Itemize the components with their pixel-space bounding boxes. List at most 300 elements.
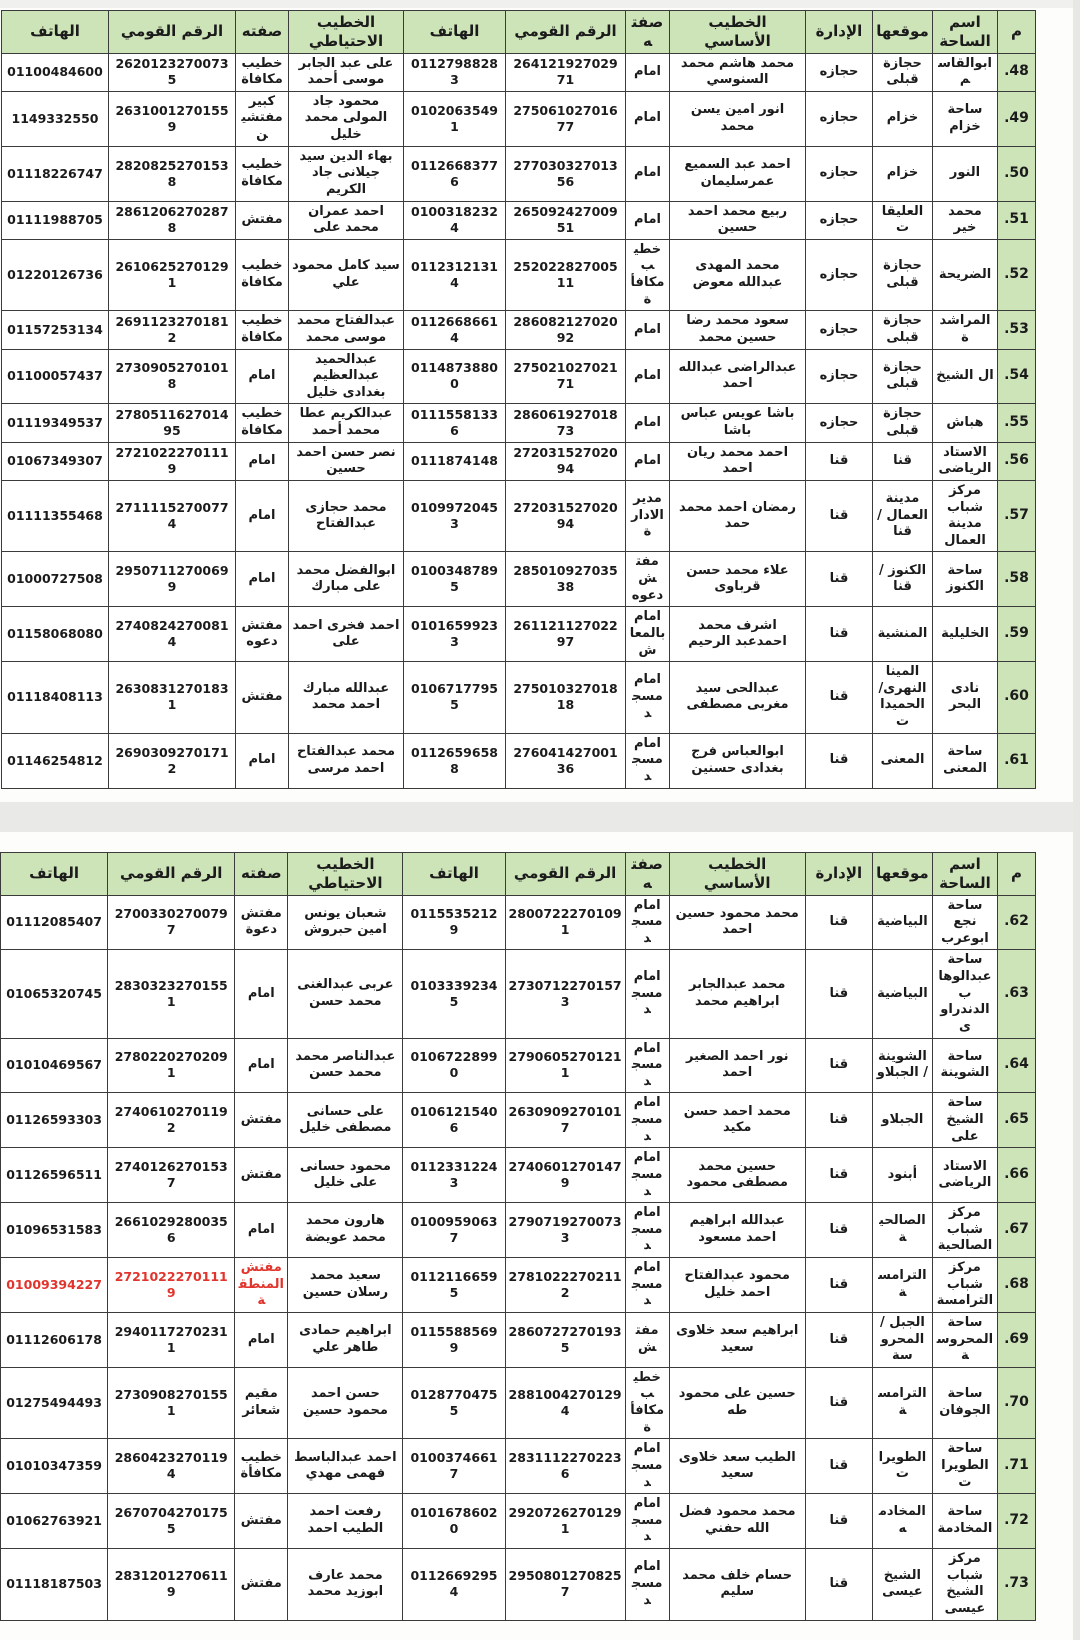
cell-num: 55. — [998, 404, 1036, 442]
cell-phone1: 01003487895 — [404, 552, 506, 607]
cell-khatib1: عبدالحى سيد مغربى مصطفى — [670, 662, 806, 734]
cell-khatib1: سعود محمد رضا حسين محمد — [670, 311, 806, 349]
cell-num: 70. — [997, 1367, 1035, 1439]
cell-nid1: 28311122702236 — [505, 1439, 625, 1494]
cell-location: الترامسة — [872, 1367, 932, 1439]
cell-nid2: 28208252701538 — [109, 146, 236, 201]
cell-nid2: 29507112700699 — [109, 552, 236, 607]
cell-phone2: 01118187503 — [1, 1549, 108, 1621]
column-header-khatib1: الخطيب الأساسي — [670, 11, 806, 54]
cell-admin: قنا — [806, 662, 873, 734]
cell-phone2: 01275494493 — [1, 1367, 108, 1439]
table-body — [2, 53, 1036, 788]
cell-khatib2: سيد كامل محمود علي — [289, 239, 404, 311]
cell-role1: امام — [626, 146, 670, 201]
cell-num: 56. — [998, 442, 1036, 480]
cell-location: الجبل / المحروسة — [872, 1312, 932, 1367]
cell-phone2: 01100484600 — [2, 53, 109, 91]
cell-nid1: 27703032701356 — [506, 146, 626, 201]
cell-name: الضريحة — [933, 239, 998, 311]
cell-admin: قنا — [806, 442, 873, 480]
cell-nid1: 26112112702297 — [506, 607, 626, 662]
cell-nid2: 26106252701291 — [109, 239, 236, 311]
cell-khatib2: شعبان يونس امين حبروش — [288, 895, 403, 950]
cell-khatib1: ابراهيم سعد خلاوى سعيد — [669, 1312, 805, 1367]
cell-nid2: 26610292800356 — [108, 1203, 235, 1258]
table-body — [1, 895, 1036, 1620]
cell-role2: خطيب مكافاة — [236, 311, 289, 349]
cell-phone1: 01067228990 — [403, 1038, 505, 1093]
cell-khatib2: هارون محمد محمد عويضة — [288, 1203, 403, 1258]
cell-khatib1: نور احمد الصغير احمد — [669, 1038, 805, 1093]
cell-phone2: 01067349307 — [2, 442, 109, 480]
cell-phone1: 0111874148 — [404, 442, 506, 480]
cell-khatib1: اشرف محمد احمدعبد الرحيم — [670, 607, 806, 662]
cell-location: حجازة قبلى — [873, 239, 933, 311]
cell-khatib2: احمد عبدالباسط فهمى مهدي — [288, 1439, 403, 1494]
cell-phone1: 01126692954 — [403, 1549, 505, 1621]
cell-nid2: 27401262701537 — [108, 1148, 235, 1203]
cell-role1: مفتش دعوه — [626, 552, 670, 607]
column-header-nid2: الرقم القومي — [108, 853, 235, 896]
cell-khatib2: ابوالفضل محمد على مبارك — [289, 552, 404, 607]
cell-phone1: 01003182324 — [404, 201, 506, 239]
cell-nid1: 29508012708257 — [505, 1549, 625, 1621]
cell-khatib1: محمد عبدالجابر ابراهيم محمد — [669, 950, 805, 1038]
table-row — [1, 1203, 1036, 1258]
cell-khatib2: محمد عبدالفتاح احمد مرسى — [289, 733, 404, 788]
cell-phone1: 01126686614 — [404, 311, 506, 349]
cell-num: 59. — [998, 607, 1036, 662]
table-row — [2, 349, 1036, 404]
cell-phone1: 01009590637 — [403, 1203, 505, 1258]
cell-admin: قنا — [805, 1093, 872, 1148]
cell-location: مدينة العمال /قنا — [873, 480, 933, 552]
cell-khatib1: محمد هاشم محمد السنوسي — [670, 53, 806, 91]
cell-location: المنشية — [873, 607, 933, 662]
cell-role2: مفتش دعوة — [235, 895, 288, 950]
cell-khatib1: ربيع محمد احمد حسين — [670, 201, 806, 239]
cell-admin: قنا — [805, 1367, 872, 1439]
cell-khatib2: سعيد محمد رسلان حسين — [288, 1258, 403, 1313]
cell-num: 68. — [997, 1258, 1035, 1313]
cell-admin: قنا — [806, 480, 873, 552]
cell-nid2: 27406102701192 — [108, 1093, 235, 1148]
cell-khatib1: محمد محمود حسين احمد — [669, 895, 805, 950]
cell-phone1: 01067177955 — [404, 662, 506, 734]
cell-role1: امام مسجد — [625, 1258, 669, 1313]
cell-phone1: 01099720453 — [404, 480, 506, 552]
cell-phone2: 01158068080 — [2, 607, 109, 662]
cell-nid2: 278051162701495 — [109, 404, 236, 442]
cell-location: الكنوز /قنا — [873, 552, 933, 607]
cell-phone1: 01126596588 — [404, 733, 506, 788]
cell-nid2: 28303232701551 — [108, 950, 235, 1038]
table-row — [2, 404, 1036, 442]
cell-admin: قنا — [805, 895, 872, 950]
column-header-role2: صفته — [236, 11, 289, 54]
cell-role2: مفتش دعوه — [236, 607, 289, 662]
cell-nid1: 27502102702171 — [506, 349, 626, 404]
cell-role2: امام — [236, 733, 289, 788]
table-row — [1, 1093, 1036, 1148]
cell-name: ساحة الشيخ على — [932, 1093, 997, 1148]
cell-num: 54. — [998, 349, 1036, 404]
cell-role1: امام — [626, 311, 670, 349]
cell-location: البياضية — [872, 950, 932, 1038]
cell-phone1: 01148738800 — [404, 349, 506, 404]
cell-admin: حجازه — [806, 404, 873, 442]
cell-role1: خطيب مكافأة — [626, 239, 670, 311]
cell-role1: امام — [626, 404, 670, 442]
cell-khatib1: محمود عبدالفتاح احمد خليل — [669, 1258, 805, 1313]
column-header-name: اسم الساحة — [933, 11, 998, 54]
cell-location: الطويرات — [872, 1439, 932, 1494]
cell-phone2: 01119349537 — [2, 404, 109, 442]
cell-khatib2: احمد عمران محمد على — [289, 201, 404, 239]
cell-admin: حجازه — [806, 201, 873, 239]
cell-role1: امام مسجد — [625, 1439, 669, 1494]
cell-role2: مفتش المنطقة — [235, 1258, 288, 1313]
cell-phone1: 01020635491 — [404, 91, 506, 146]
cell-nid1: 28606192701873 — [506, 404, 626, 442]
column-header-nid1: الرقم القومي — [505, 853, 625, 896]
cell-num: 64. — [997, 1038, 1035, 1093]
cell-num: 69. — [997, 1312, 1035, 1367]
cell-num: 62. — [997, 895, 1035, 950]
cell-location: الشيخ عيسى — [872, 1549, 932, 1621]
cell-khatib1: رمضان احمد محمد حمد — [670, 480, 806, 552]
column-header-role2: صفته — [235, 853, 288, 896]
cell-location: المخادمه — [872, 1494, 932, 1549]
cell-nid2: 27408242700814 — [109, 607, 236, 662]
cell-name: ساحة الكنوز — [933, 552, 998, 607]
cell-role2: خطيب مكافأة — [235, 1439, 288, 1494]
cell-admin: قنا — [805, 1494, 872, 1549]
column-header-role1: صفته — [626, 11, 670, 54]
cell-khatib2: بهاء الدين سيد جيلانى جاد الكريم — [289, 146, 404, 201]
cell-location: المينا النهرى/ الحميدات — [873, 662, 933, 734]
cell-nid2: 27210222701119 — [109, 442, 236, 480]
cell-role1: امام مسجد — [625, 1203, 669, 1258]
cell-phone2: 1149332550 — [2, 91, 109, 146]
cell-phone2: 01000727508 — [2, 552, 109, 607]
cell-phone2: 01010469567 — [1, 1038, 108, 1093]
cell-num: 66. — [997, 1148, 1035, 1203]
cell-role2: خطيب مكافاة — [236, 239, 289, 311]
cell-location: حجازة قبلى — [873, 349, 933, 404]
table-row — [2, 311, 1036, 349]
cell-phone1: 01127988283 — [404, 53, 506, 91]
cell-admin: قنا — [805, 1038, 872, 1093]
cell-khatib2: محمد حجازى عبدالفتاح — [289, 480, 404, 552]
cell-khatib2: على حسانى مصطفى خليل — [288, 1093, 403, 1148]
cell-phone1: 01115581336 — [404, 404, 506, 442]
cell-nid2: 27309082701551 — [108, 1367, 235, 1439]
cell-num: 72. — [997, 1494, 1035, 1549]
cell-num: 65. — [997, 1093, 1035, 1148]
cell-nid1: 27604142700136 — [506, 733, 626, 788]
cell-khatib2: ابراهيم حمادى طاهر علي — [288, 1312, 403, 1367]
column-header-admin: الإدارة — [806, 11, 873, 54]
cell-nid2: 27003302700797 — [108, 895, 235, 950]
table-row — [2, 607, 1036, 662]
header-row — [1, 853, 1036, 896]
cell-phone1: 01016786020 — [403, 1494, 505, 1549]
cell-phone2: 01146254812 — [2, 733, 109, 788]
cell-role2: امام — [236, 442, 289, 480]
cell-num: 73. — [997, 1549, 1035, 1621]
cell-phone1: 01061215406 — [403, 1093, 505, 1148]
cell-nid2: 26903092701712 — [109, 733, 236, 788]
table-row — [2, 146, 1036, 201]
cell-phone2: 01010347359 — [1, 1439, 108, 1494]
cell-phone2: 01112085407 — [1, 895, 108, 950]
cell-nid2: 26308312701831 — [109, 662, 236, 734]
cell-nid1: 27203152702094 — [506, 442, 626, 480]
table-row — [1, 950, 1036, 1038]
table-row — [1, 1148, 1036, 1203]
cell-nid2: 26911232701812 — [109, 311, 236, 349]
cell-num: 60. — [998, 662, 1036, 734]
cell-name: ساحة المحروسة — [932, 1312, 997, 1367]
cell-role1: امام — [626, 53, 670, 91]
table-row — [1, 895, 1036, 950]
cell-phone1: 01155885699 — [403, 1312, 505, 1367]
cell-khatib2: محمد عارف ابوزيد محمد — [288, 1549, 403, 1621]
cell-phone1: 01287704755 — [403, 1367, 505, 1439]
cell-location: قنا — [873, 442, 933, 480]
cell-nid2: 26201232700735 — [109, 53, 236, 91]
column-header-location: موقعها — [872, 853, 932, 896]
cell-name: الخليلية — [933, 607, 998, 662]
cell-num: 58. — [998, 552, 1036, 607]
cell-name: الاستاد الرياضى — [933, 442, 998, 480]
cell-phone2: 01112606178 — [1, 1312, 108, 1367]
cell-nid1: 27907192700733 — [505, 1203, 625, 1258]
cell-admin: قنا — [805, 1203, 872, 1258]
cell-location: حجازة قبلى — [873, 53, 933, 91]
cell-nid1: 27203152702094 — [506, 480, 626, 552]
cell-phone2: 01111988705 — [2, 201, 109, 239]
cell-nid1: 28501092703538 — [506, 552, 626, 607]
cell-phone2: 01220126736 — [2, 239, 109, 311]
cell-khatib1: محمد محمود فضل الله حفني — [669, 1494, 805, 1549]
page-top-edge — [0, 0, 1080, 8]
cell-khatib2: حسن احمد محمود حسين — [288, 1367, 403, 1439]
cell-phone2: 01009394227 — [1, 1258, 108, 1313]
cell-admin: قنا — [805, 1549, 872, 1621]
table-row — [1, 1494, 1036, 1549]
column-header-num: م — [997, 853, 1035, 896]
cell-khatib1: حسين محمد مصطفى محمود — [669, 1148, 805, 1203]
cell-location: الشوينة / الجبلاو — [872, 1038, 932, 1093]
cell-role1: امام مسجد — [626, 733, 670, 788]
cell-khatib1: عبدالله ابراهيم احمد مسعود — [669, 1203, 805, 1258]
cell-nid1: 26412192702971 — [506, 53, 626, 91]
cell-nid2: 27309052701018 — [109, 349, 236, 404]
cell-nid2: 28604232701194 — [108, 1439, 235, 1494]
cell-role2: امام — [236, 349, 289, 404]
column-header-nid1: الرقم القومي — [506, 11, 626, 54]
cell-khatib2: محمود حسانى على خليل — [288, 1148, 403, 1203]
cell-admin: حجازه — [806, 146, 873, 201]
cell-admin: قنا — [805, 1439, 872, 1494]
page-break-gap — [0, 802, 1080, 832]
cell-role1: امام مسجد — [626, 662, 670, 734]
cell-nid2: 28312012706119 — [108, 1549, 235, 1621]
cell-admin: حجازه — [806, 91, 873, 146]
cell-phone2: 01062763921 — [1, 1494, 108, 1549]
cell-name: مركز شباب الصالحية — [932, 1203, 997, 1258]
column-header-khatib2: الخطيب الاحتياطي — [289, 11, 404, 54]
cell-nid1: 28608212702092 — [506, 311, 626, 349]
cell-role2: مفتش — [235, 1549, 288, 1621]
cell-name: مركز شباب مدينة العمال — [933, 480, 998, 552]
cell-name: ساحة الجوفان — [932, 1367, 997, 1439]
cell-role2: امام — [235, 1312, 288, 1367]
cell-name: محمد خير — [933, 201, 998, 239]
cell-khatib1: محمد احمد حسن مكيد — [669, 1093, 805, 1148]
cell-role2: كبير مفتشين — [236, 91, 289, 146]
cell-phone2: 01126593303 — [1, 1093, 108, 1148]
cell-num: 53. — [998, 311, 1036, 349]
cell-nid1: 26309092701017 — [505, 1093, 625, 1148]
cell-role1: امام مسجد — [625, 1038, 669, 1093]
page-right-edge — [1073, 0, 1080, 1640]
cell-nid2: 28612062702878 — [109, 201, 236, 239]
cell-name: مركز شباب الترامسة — [932, 1258, 997, 1313]
column-header-role1: صفته — [625, 853, 669, 896]
column-header-num: م — [998, 11, 1036, 54]
cell-admin: قنا — [806, 607, 873, 662]
cell-khatib1: حسام خلف محمد سليم — [669, 1549, 805, 1621]
cell-name: ساحة عبدالوهاب الدندراوى — [932, 950, 997, 1038]
cell-role2: خطيب مكافاة — [236, 404, 289, 442]
cell-name: مركز شباب الشيخ عيسى — [932, 1549, 997, 1621]
cell-location: أبنود — [872, 1148, 932, 1203]
cell-role1: امام مسجد — [625, 1549, 669, 1621]
cell-phone2: 01126596511 — [1, 1148, 108, 1203]
table-row — [2, 662, 1036, 734]
cell-nid1: 25202282700511 — [506, 239, 626, 311]
cell-khatib1: ابوالعباس فرج بغدادى حسنين — [670, 733, 806, 788]
cell-nid2: 27802202702091 — [108, 1038, 235, 1093]
cell-num: 57. — [998, 480, 1036, 552]
cell-nid1: 28007222701091 — [505, 895, 625, 950]
cell-phone2: 01118408113 — [2, 662, 109, 734]
cell-admin: قنا — [805, 1258, 872, 1313]
cell-nid1: 28810042701294 — [505, 1367, 625, 1439]
preachers-roster-table-page1 — [1, 10, 1036, 789]
cell-name: ساحة نجع ابوعرب — [932, 895, 997, 950]
cell-num: 63. — [997, 950, 1035, 1038]
column-header-phone1: الهاتف — [403, 853, 505, 896]
column-header-phone2: الهاتف — [2, 11, 109, 54]
cell-khatib2: نصر حسن احمد حسين — [289, 442, 404, 480]
cell-admin: قنا — [806, 552, 873, 607]
column-header-khatib1: الخطيب الأساسي — [669, 853, 805, 896]
cell-role2: مفتش — [235, 1093, 288, 1148]
cell-phone1: 01121166595 — [403, 1258, 505, 1313]
cell-admin: حجازه — [806, 239, 873, 311]
cell-role2: مفتش — [236, 201, 289, 239]
cell-num: 48. — [998, 53, 1036, 91]
cell-num: 61. — [998, 733, 1036, 788]
cell-khatib2: عبدالكريم عطا محمد أحمد — [289, 404, 404, 442]
column-header-name: اسم الساحة — [932, 853, 997, 896]
cell-name: النور — [933, 146, 998, 201]
cell-phone1: 01123121314 — [404, 239, 506, 311]
cell-khatib1: الطيب سعد خلاوى سعيد — [669, 1439, 805, 1494]
table-row — [2, 552, 1036, 607]
cell-nid1: 29207262701291 — [505, 1494, 625, 1549]
table-row — [1, 1038, 1036, 1093]
cell-role1: امام مسجد — [625, 895, 669, 950]
cell-khatib2: عبدالناصر محمد محمد حسن — [288, 1038, 403, 1093]
cell-role2: امام — [235, 1203, 288, 1258]
table-row — [1, 1439, 1036, 1494]
column-header-khatib2: الخطيب الاحتياطي — [288, 853, 403, 896]
cell-location: خزام — [873, 91, 933, 146]
cell-phone1: 01033392345 — [403, 950, 505, 1038]
cell-role1: مفتش — [625, 1312, 669, 1367]
cell-location: حجازة قبلى — [873, 311, 933, 349]
cell-name: ساحة الشوينة — [932, 1038, 997, 1093]
cell-khatib2: محمود جاد المولى محمد خليل — [289, 91, 404, 146]
cell-phone1: 01155352129 — [403, 895, 505, 950]
table-row — [1, 1367, 1036, 1439]
table-row — [2, 53, 1036, 91]
cell-nid2: 26310012701559 — [109, 91, 236, 146]
cell-role1: امام مسجد — [625, 950, 669, 1038]
cell-nid1: 27406012701479 — [505, 1148, 625, 1203]
cell-role2: مفتش — [236, 662, 289, 734]
table-row — [2, 733, 1036, 788]
cell-role2: امام — [236, 552, 289, 607]
cell-khatib1: انور امين يسن محمد — [670, 91, 806, 146]
table-row — [2, 91, 1036, 146]
cell-nid2: 26707042701755 — [108, 1494, 235, 1549]
cell-khatib1: عبدالراضى عبدالله احمد — [670, 349, 806, 404]
cell-name: ساحة خزام — [933, 91, 998, 146]
cell-location: حجازة قبلى — [873, 404, 933, 442]
cell-name: ساحة الطويرات — [932, 1439, 997, 1494]
cell-nid1: 27307122701573 — [505, 950, 625, 1038]
cell-admin: قنا — [805, 1148, 872, 1203]
cell-num: 71. — [997, 1439, 1035, 1494]
table-header — [2, 11, 1036, 54]
table-row — [1, 1258, 1036, 1313]
column-header-phone2: الهاتف — [1, 853, 108, 896]
cell-name: المراشدة — [933, 311, 998, 349]
cell-role1: امام — [626, 201, 670, 239]
cell-phone1: 01123312243 — [403, 1148, 505, 1203]
cell-name: نادى البحر — [933, 662, 998, 734]
cell-role1: امام — [626, 91, 670, 146]
table-row — [1, 1312, 1036, 1367]
cell-role1: امام مسجد — [625, 1494, 669, 1549]
cell-nid2: 27111152700774 — [109, 480, 236, 552]
cell-khatib2: عبدالله مبارك احمد محمد — [289, 662, 404, 734]
cell-role2: مقيم شعائر — [235, 1367, 288, 1439]
cell-phone1: 01126683776 — [404, 146, 506, 201]
cell-location: الترامسة — [872, 1258, 932, 1313]
cell-admin: حجازه — [806, 311, 873, 349]
cell-phone2: 01100057437 — [2, 349, 109, 404]
cell-nid1: 26509242700951 — [506, 201, 626, 239]
cell-admin: قنا — [806, 733, 873, 788]
